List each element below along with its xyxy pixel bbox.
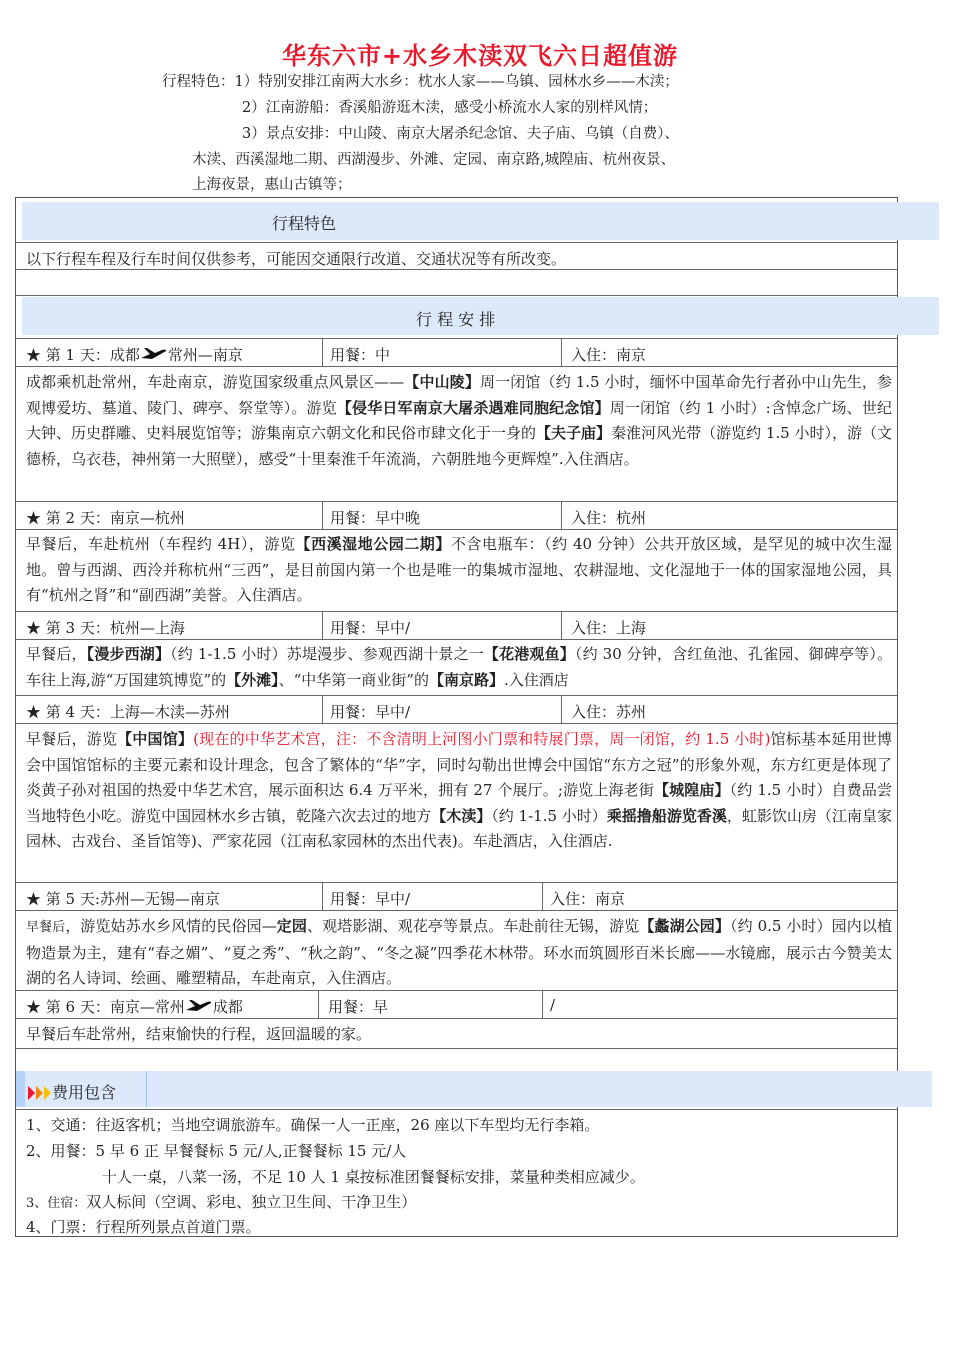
airplane-icon	[185, 998, 213, 1014]
day-2-title: ★ 第 2 天：南京—杭州	[26, 509, 185, 527]
fee-item-transport: 1、交通：往返客机；当地空调旅游车。确保一人一正座，26 座以下车型均无行李箱。	[26, 1116, 600, 1134]
day-2-meal: 用餐：早中晚	[330, 509, 421, 527]
day-2-desc: 早餐后，车赴杭州（车程约 4H），游览【西溪湿地公园二期】不含电瓶车：（约 40 分钟）公共开放区域，是罕见的城中次生湿地。曾与西湖、西泠并称杭州“三西”，是目前国内第一个也是唯一的集城市湿地、农耕湿地、文化湿地于一体的国家湿地公园，具有“杭州之肾”和“副西湖”美誉。入住酒店。	[26, 535, 892, 605]
day-6-title: ★ 第 6 天：南京—常州 成都	[26, 998, 243, 1016]
fees-band-strip	[16, 1071, 25, 1107]
fee-item-meals: 2、用餐：5 早 6 正 早餐餐标 5 元/人,正餐餐标 15 元/人	[26, 1142, 407, 1160]
features-band	[22, 202, 939, 240]
page-title: 华东六市+水乡木渎双飞六日超值游	[281, 41, 679, 70]
intro-line-2: 2）江南游船：香溪船游逛木渎，感受小桥流水人家的别样风情；	[242, 100, 658, 116]
day-6-meal: 用餐：早	[328, 998, 389, 1016]
fee-item-lodging: 3、住宿：双人标间（空调、彩电、独立卫生间、干净卫生）	[26, 1193, 417, 1211]
fees-heading-wrap	[28, 1080, 116, 1103]
day-1-title: ★ 第 1 天：成都 常州—南京	[26, 346, 243, 364]
day-5-meal: 用餐：早中/	[330, 890, 411, 908]
day-3-title: ★ 第 3 天：杭州—上海	[26, 619, 185, 637]
features-note: 以下行程车程及行车时间仅供参考，可能因交通限行改道、交通状况等有所改变。	[26, 250, 567, 268]
day-2-stay: 入住：杭州	[571, 509, 647, 527]
day-4-title: ★ 第 4 天：上海—木渎—苏州	[26, 703, 230, 721]
airplane-icon	[140, 346, 168, 362]
fee-item-meals-note: 十人一桌，八菜一汤，不足 10 人 1 桌按标准团餐餐标安排，菜量种类相应减少。	[102, 1168, 645, 1186]
day-5-stay: 入住：南京	[550, 890, 626, 908]
intro-line-3: 3）景点安排：中山陵、南京大屠杀纪念馆、夫子庙、乌镇（自费）、	[242, 126, 679, 142]
intro-line-5: 上海夜景，惠山古镇等；	[192, 177, 352, 193]
day-6-desc: 早餐后车赴常州，结束愉快的行程，返回温暖的家。	[26, 1025, 372, 1043]
fees-band	[16, 1071, 932, 1107]
day-1-stay: 入住：南京	[571, 346, 647, 364]
triple-arrow-icon	[28, 1086, 52, 1100]
day-4-meal: 用餐：早中/	[330, 703, 411, 721]
day-1-desc: 成都乘机赴常州，车赴南京，游览国家级重点风景区——【中山陵】周一闭馆（约 1.5 小时，缅怀中国革命先行者孙中山先生，参观博爱坊、墓道、陵门、碑亭、祭堂等）。游览【侵华日军南京大屠杀遇难同胞纪念馆】周一闭馆（约 1 小时）:含悼念广场、世纪大钟、历史群雕、史料展览馆等；游集南京六朝文化和民俗市肆文化于一身的【夫子庙】秦淮河风光带（游览约 1.5 小时），游（文德桥，乌衣巷，神州第一大照壁），感受“十里秦淮千年流淌，六朝胜地今更辉煌”.入住酒店。	[26, 373, 892, 468]
itinerary-table	[15, 197, 898, 1237]
day-5-title: ★ 第 5 天:苏州—无锡—南京	[26, 890, 220, 908]
intro-line-1: 行程特色：1）特别安排江南两大水乡：枕水人家——乌镇、园林水乡——木渎；	[162, 74, 679, 90]
day-6-stay: /	[550, 996, 556, 1014]
fees-heading: 费用包含	[52, 1083, 117, 1102]
features-heading: 行程特色	[272, 214, 337, 233]
day-3-stay: 入住：上海	[571, 619, 647, 637]
schedule-heading: 行 程 安 排	[416, 310, 496, 329]
day-3-desc: 早餐后，【漫步西湖】（约 1-1.5 小时）苏堤漫步、参观西湖十景之一【花港观鱼】（约 30 分钟，含红鱼池、孔雀园、御碑亭等）。车往上海,游“万国建筑博览”的【外滩】、“中华第一商业街”的【南京路】.入住酒店	[26, 645, 892, 689]
intro-line-4: 木渎、西溪湿地二期、西湖漫步、外滩、定园、南京路,城隍庙、杭州夜景、	[192, 152, 676, 168]
day-1-meal: 用餐：中	[330, 346, 391, 364]
fee-item-tickets: 4、门票：行程所列景点首道门票。	[26, 1218, 261, 1236]
day-5-desc: 早餐后，游览姑苏水乡风情的民俗园—定园、观塔影湖、观花亭等景点。车赴前往无锡，游览【蠡湖公园】（约 0.5 小时）园内以植物造景为主，建有“春之媚”、“夏之秀”、“秋之韵”、“冬之凝”四季花木林带。环水而筑圆形百米长廊——水镜廊，展示古今赞美太湖的名人诗词、绘画、雕塑精品，车赴南京，入住酒店。	[26, 917, 892, 988]
day-4-stay: 入住：苏州	[571, 703, 647, 721]
day-3-meal: 用餐：早中/	[330, 619, 411, 637]
day-4-desc: 早餐后，游览【中国馆】(现在的中华艺术宫，注：不含清明上河图小门票和特展门票，周一闭馆，约 1.5 小时)馆标基本延用世博会中国馆馆标的主要元素和设计理念，包含了繁体的“华”字，同时勾勒出世博会中国馆“东方之冠”的形象外观，东方红更是体现了炎黄子孙对祖国的热爱中华艺术宫，展示面积达 6.4 万平米，拥有 27 个展厅。;游览上海老街【城隍庙】（约 1.5 小时）自费品尝当地特色小吃。游览中国园林水乡古镇，乾隆六次去过的地方【木渎】（约 1-1.5 小时）乘摇撸船游览香溪，虹影饮山房（江南皇家园林、古戏台、圣旨馆等)、严家花园（江南私家园林的杰出代表)。车赴酒店，入住酒店.	[26, 730, 892, 851]
